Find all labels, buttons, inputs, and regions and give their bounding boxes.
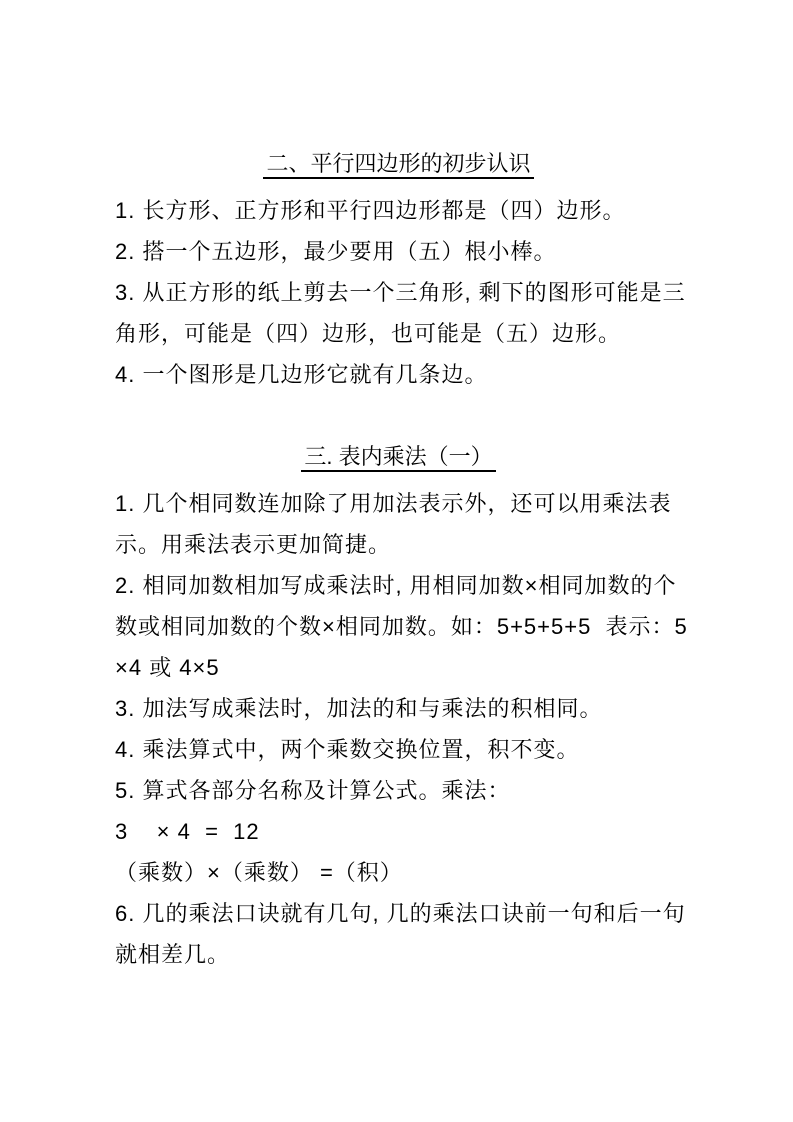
note-line: 4. 乘法算式中，两个乘数交换位置，积不变。 <box>115 737 580 762</box>
note-line-continuation: ×4 或 4×5 <box>115 655 220 680</box>
note-line: 6. 几的乘法口诀就有几句, 几的乘法口诀前一句和后一句 <box>115 901 686 926</box>
note-line: 1. 长方形、正方形和平行四边形都是（四）边形。 <box>115 198 626 223</box>
section-title-text: 三. 表内乘法（一） <box>301 444 495 472</box>
section-multiplication-table <box>115 436 688 975</box>
note-line: 3. 加法写成乘法时，加法的和与乘法的积相同。 <box>115 696 603 721</box>
note-line-continuation: 示。用乘法表示更加简捷。 <box>115 532 392 557</box>
equation-line: 3 × 4 = 12 <box>115 819 260 844</box>
section-title <box>115 436 682 477</box>
note-line: 2. 搭一个五边形，最少要用（五）根小棒。 <box>115 239 557 264</box>
equation-labels-line: （乘数）×（乘数） =（积） <box>115 860 403 885</box>
section-title <box>115 143 682 184</box>
note-line: 3. 从正方形的纸上剪去一个三角形, 剩下的图形可能是三 <box>115 280 686 305</box>
note-line-continuation: 就相差几。 <box>115 942 231 967</box>
note-line-continuation: 角形，可能是（四）边形，也可能是（五）边形。 <box>115 321 622 346</box>
note-line: 5. 算式各部分名称及计算公式。乘法： <box>115 778 511 803</box>
section-title-text: 二、平行四边形的初步认识 <box>263 151 533 179</box>
note-line: 4. 一个图形是几边形它就有几条边。 <box>115 362 488 387</box>
note-line-continuation: 数或相同加数的个数×相同加数。如：5+5+5+5 表示：5 <box>115 614 688 639</box>
section-parallelogram-basics <box>115 143 686 395</box>
note-line: 2. 相同加数相加写成乘法时, 用相同加数×相同加数的个 <box>115 573 677 598</box>
note-line: 1. 几个相同数连加除了用加法表示外，还可以用乘法表 <box>115 491 672 516</box>
